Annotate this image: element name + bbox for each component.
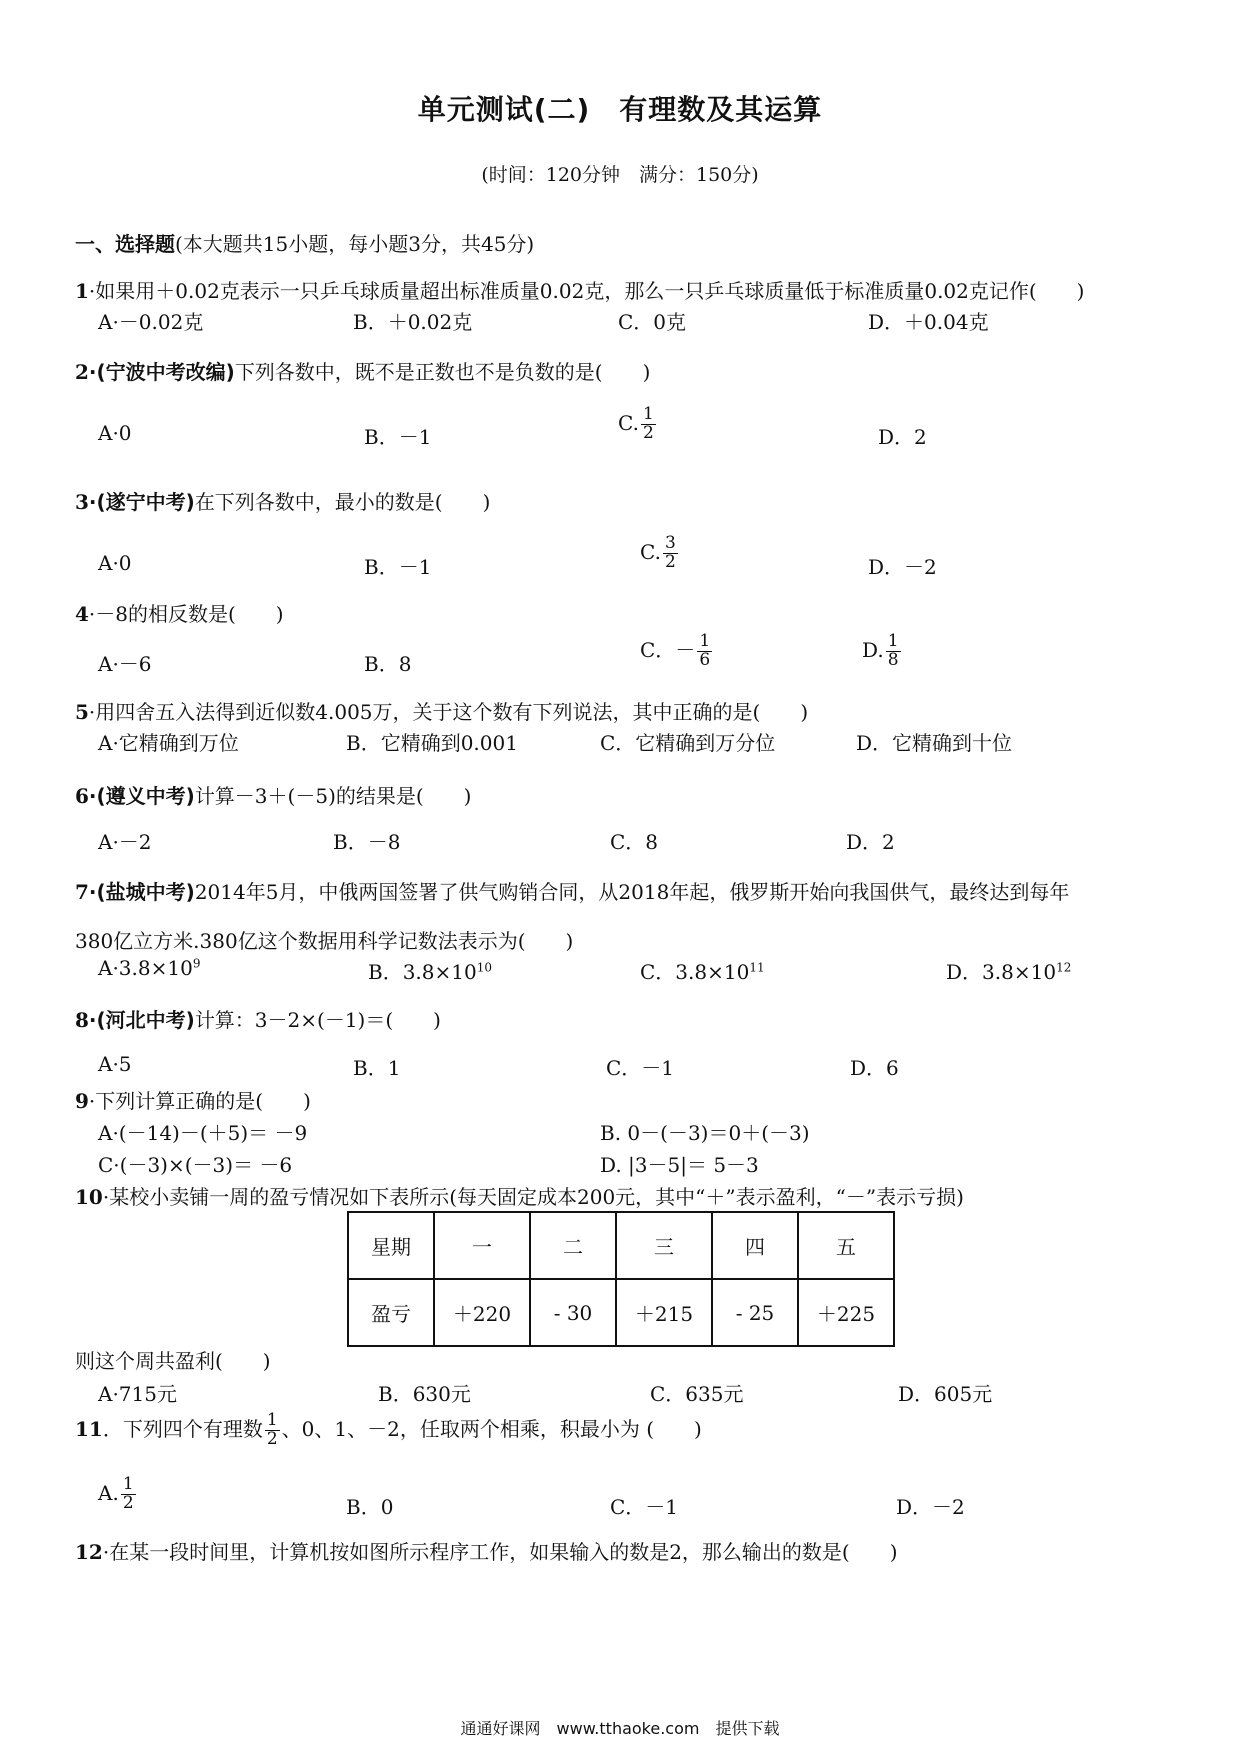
option-d: D．它精确到十位: [856, 731, 1013, 755]
table-cell: 盈亏: [348, 1279, 434, 1346]
option-a: A·(－14)－(＋5)＝ －9: [98, 1121, 308, 1145]
option-b: B．1: [353, 1056, 401, 1080]
option-b: B．8: [364, 652, 412, 676]
option-a: $A\cdot 3.8\times 10^9$: [98, 956, 201, 980]
option-a: A·0: [98, 421, 132, 445]
option-c: C．0克: [618, 310, 687, 334]
option-a: A·5: [98, 1052, 132, 1076]
question-4: 4·－8的相反数是( ): [75, 602, 284, 626]
option-a: A·－0.02克: [98, 310, 204, 334]
footer-credit: 通通好课网 www.tthaoke.com 提供下载: [460, 1719, 780, 1738]
option-b: B．它精确到0.001: [346, 731, 518, 755]
option-d: D．6: [850, 1056, 899, 1080]
question-8: 8·(河北中考)计算：3－2×(－1)＝( ): [75, 1008, 441, 1032]
table-cell: 一: [434, 1212, 530, 1279]
option-b: B. 0－(－3)＝0＋(－3): [600, 1121, 810, 1145]
table-cell: - 25: [712, 1279, 798, 1346]
exam-info: (时间：120分钟 满分：150分): [481, 164, 759, 186]
option-d: D. $\frac{1}{8}$: [862, 631, 899, 670]
fraction: $\frac{3}{2}$: [664, 533, 676, 572]
option-b: B．0: [346, 1495, 394, 1519]
option-b: B．$3.8\times 10^{10}$: [368, 960, 492, 984]
option-d: D．＋0.04克: [868, 310, 989, 334]
table-cell: ＋220: [434, 1279, 530, 1346]
option-c: C．$3.8\times 10^{11}$: [640, 960, 765, 984]
option-c: C·(－3)×(－3)＝ －6: [98, 1153, 293, 1177]
fraction: $\frac{1}{8}$: [887, 631, 899, 670]
profit-loss-table: [347, 1211, 895, 1347]
option-b: B．－1: [364, 425, 432, 449]
question-10-continued: 则这个周共盈利( ): [75, 1349, 271, 1373]
option-d: D．2: [878, 425, 927, 449]
table-cell: ＋225: [798, 1279, 894, 1346]
option-d: D．605元: [898, 1382, 993, 1406]
question-2: 2·(宁波中考改编)下列各数中，既不是正数也不是负数的是( ): [75, 360, 651, 384]
table-cell: 五: [798, 1212, 894, 1279]
fraction: $\frac{1}{2}$: [642, 404, 654, 443]
option-c: C．它精确到万分位: [600, 731, 776, 755]
fraction: $\frac{1}{2}$: [266, 1410, 278, 1449]
option-c: C．8: [610, 830, 659, 854]
option-c: C. $\frac{1}{2}$: [618, 404, 654, 443]
option-a: A. $\frac{1}{2}$: [98, 1474, 134, 1513]
option-d: D．$3.8\times 10^{12}$: [946, 960, 1072, 984]
question-1: 1·如果用＋0.02克表示一只乒乓球质量超出标准质量0.02克，那么一只乒乓球质量低于标准质量0.02克记作( ): [75, 279, 1085, 303]
table-cell: 三: [616, 1212, 712, 1279]
table-cell: 星期: [348, 1212, 434, 1279]
option-a: A·它精确到万位: [98, 731, 239, 755]
option-b: B．630元: [378, 1382, 471, 1406]
question-9: 9·下列计算正确的是( ): [75, 1089, 311, 1113]
option-a: A·715元: [98, 1382, 177, 1406]
section-heading: 一、选择题(本大题共15小题，每小题3分，共45分): [75, 232, 535, 256]
question-7: 7·(盐城中考)2014年5月，中俄两国签署了供气购销合同，从2018年起，俄罗斯开始向我国供气，最终达到每年: [75, 880, 1070, 904]
question-7-continued: 380亿立方米.380亿这个数据用科学记数法表示为( ): [75, 929, 574, 953]
option-a: A·－6: [98, 652, 152, 676]
question-11: 11．下列四个有理数 $\frac{1}{2}$ 、0、1、－2，任取两个相乘，积最小为 ( ): [75, 1410, 702, 1449]
option-c: C．635元: [650, 1382, 744, 1406]
option-d: D. |3－5|＝ 5－3: [600, 1153, 759, 1177]
option-a: A·0: [98, 551, 132, 575]
option-b: B．＋0.02克: [353, 310, 473, 334]
question-6: 6·(遵义中考)计算－3＋(－5)的结果是( ): [75, 784, 472, 808]
page-title: 单元测试(二) 有理数及其运算: [417, 93, 823, 126]
fraction: $\frac{1}{2}$: [122, 1474, 134, 1513]
fraction: $\frac{1}{6}$: [699, 631, 711, 670]
option-c: C．－1: [606, 1056, 675, 1080]
option-c: C．－ $\frac{1}{6}$: [640, 631, 711, 670]
table-cell: ＋215: [616, 1279, 712, 1346]
table-cell: 二: [530, 1212, 616, 1279]
option-d: D．－2: [896, 1495, 965, 1519]
question-10: 10·某校小卖铺一周的盈亏情况如下表所示(每天固定成本200元，其中“＋”表示盈利，“－”表示亏损): [75, 1185, 964, 1209]
option-d: D．－2: [868, 555, 937, 579]
table-cell: 四: [712, 1212, 798, 1279]
question-12: 12·在某一段时间里，计算机按如图所示程序工作，如果输入的数是2，那么输出的数是( ): [75, 1540, 898, 1564]
table-row: [348, 1279, 894, 1346]
question-5: 5·用四舍五入法得到近似数4.005万，关于这个数有下列说法，其中正确的是( ): [75, 700, 809, 724]
option-c: C．－1: [610, 1495, 679, 1519]
option-a: A·－2: [98, 830, 152, 854]
table-row: [348, 1212, 894, 1279]
option-b: B．－8: [333, 830, 401, 854]
option-d: D．2: [846, 830, 895, 854]
question-3: 3·(遂宁中考)在下列各数中，最小的数是( ): [75, 490, 491, 514]
option-b: B．－1: [364, 555, 432, 579]
option-c: C. $\frac{3}{2}$: [640, 533, 676, 572]
table-cell: - 30: [530, 1279, 616, 1346]
